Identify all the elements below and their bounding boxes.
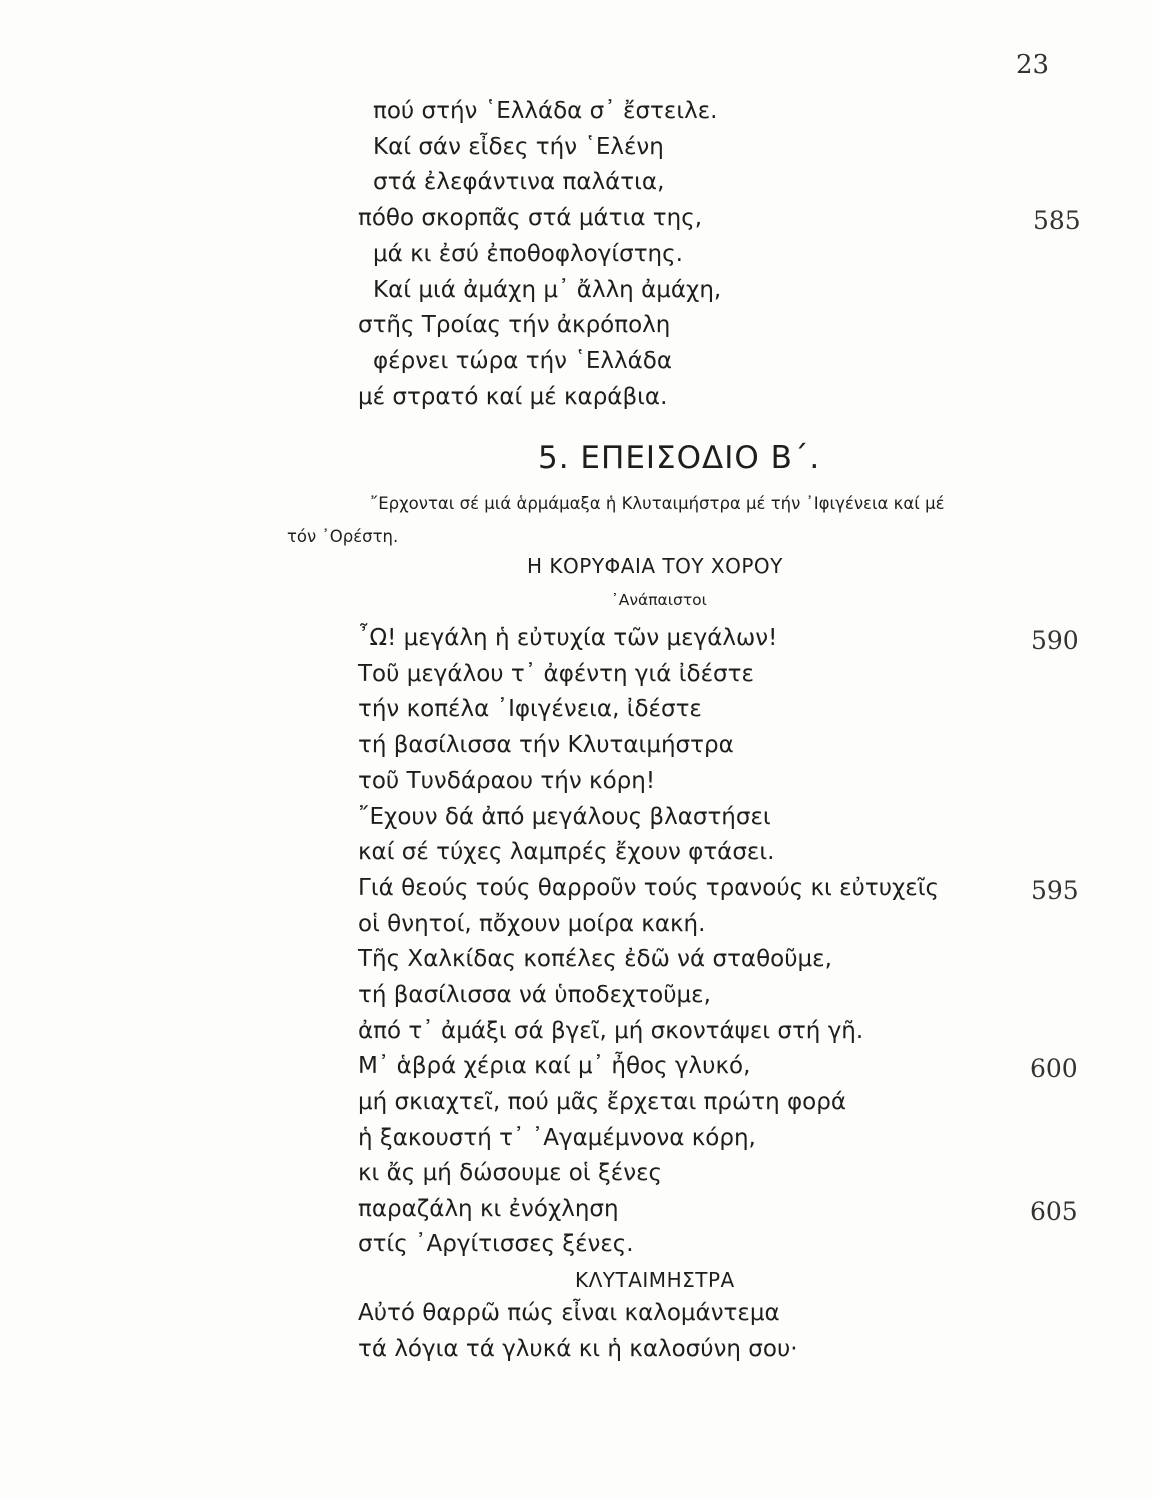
verse-line: ἀπό τ᾽ ἀμάξι σά βγεῖ, μή σκοντάψει στή γῆ. [358, 1018, 864, 1044]
verse-line: οἱ θνητοί, πὄχουν μοίρα κακή. [358, 911, 706, 937]
line-number: 605 [1030, 1197, 1078, 1226]
line-number: 595 [1031, 876, 1079, 905]
verse-line: Μ᾽ ἁβρά χέρια καί μ᾽ ἦθος γλυκό, [358, 1053, 751, 1079]
page-number: 23 [1016, 50, 1050, 80]
verse-line: μή σκιαχτεῖ, πού μᾶς ἔρχεται πρώτη φορά [358, 1089, 847, 1115]
verse-line: τά λόγια τά γλυκά κι ἡ καλοσύνη σου· [358, 1336, 798, 1362]
verse-line: Αὐτό θαρρῶ πώς εἶναι καλομάντεμα [358, 1300, 780, 1326]
verse-line: Καί μιά ἀμάχη μ᾽ ἄλλη ἀμάχη, [373, 277, 722, 303]
verse-line: στῆς Τροίας τήν ἀκρόπολη [358, 312, 671, 338]
section-heading: 5. ΕΠΕΙΣΟΔΙΟ Β΄. [538, 440, 821, 476]
verse-line: τήν κοπέλα ᾽Ιφιγένεια, ἰδέστε [358, 696, 702, 722]
verse-line: Γιά θεούς τούς θαρροῦν τούς τρανούς κι εὐτυχεῖς [358, 875, 939, 901]
verse-line: πού στήν ῾Ελλάδα σ᾽ ἔστειλε. [373, 98, 718, 124]
verse-line: τή βασίλισσα νά ὑποδεχτοῦμε, [358, 982, 711, 1008]
stage-direction-line: ῎Ερχονται σέ μιά ἁρμάμαξα ἡ Κλυταιμήστρα μέ τήν ᾽Ιφιγένεια καί μέ [370, 494, 945, 513]
verse-line: κι ἄς μή δώσουμε οἱ ξένες [358, 1160, 663, 1186]
verse-line: ῎Εχουν δά ἀπό μεγάλους βλαστήσει [358, 804, 771, 830]
line-number: 585 [1033, 206, 1081, 235]
line-number: 600 [1030, 1054, 1078, 1083]
stage-direction-line: τόν ᾽Ορέστη. [287, 527, 399, 546]
verse-line: καί σέ τύχες λαμπρές ἔχουν φτάσει. [358, 839, 775, 865]
line-number: 590 [1031, 626, 1079, 655]
speaker-name: ΚΛΥΤΑΙΜΗΣΤΡΑ [575, 1268, 735, 1292]
verse-line: μέ στρατό καί μέ καράβια. [358, 384, 668, 410]
verse-line: Τῆς Χαλκίδας κοπέλες ἐδῶ νά σταθοῦμε, [358, 946, 832, 972]
verse-line: μά κι ἐσύ ἐποθοφλογίστης. [373, 241, 683, 267]
verse-line: Καί σάν εἶδες τήν ῾Ελένη [373, 134, 664, 160]
metre-label: ᾽Ανάπαιστοι [611, 591, 707, 609]
verse-line: ἡ ξακουστή τ᾽ ᾽Αγαμέμνονα κόρη, [358, 1125, 756, 1151]
verse-line: στά ἐλεφάντινα παλάτια, [373, 169, 665, 195]
verse-line: φέρνει τώρα τήν ῾Ελλάδα [373, 348, 672, 374]
verse-line: παραζάλη κι ἐνόχληση [358, 1196, 619, 1222]
verse-line: τή βασίλισσα τήν Κλυταιμήστρα [358, 732, 734, 758]
verse-line: ῏Ω! μεγάλη ἡ εὐτυχία τῶν μεγάλων! [358, 625, 778, 651]
verse-line: τοῦ Τυνδάραου τήν κόρη! [358, 768, 656, 794]
speaker-name: Η ΚΟΡΥΦΑΙΑ ΤΟΥ ΧΟΡΟΥ [527, 554, 783, 578]
verse-line: στίς ᾽Αργίτισσες ξένες. [358, 1231, 634, 1257]
verse-line: πόθο σκορπᾶς στά μάτια της, [358, 205, 703, 231]
verse-line: Τοῦ μεγάλου τ᾽ ἀφέντη γιά ἰδέστε [358, 661, 754, 687]
